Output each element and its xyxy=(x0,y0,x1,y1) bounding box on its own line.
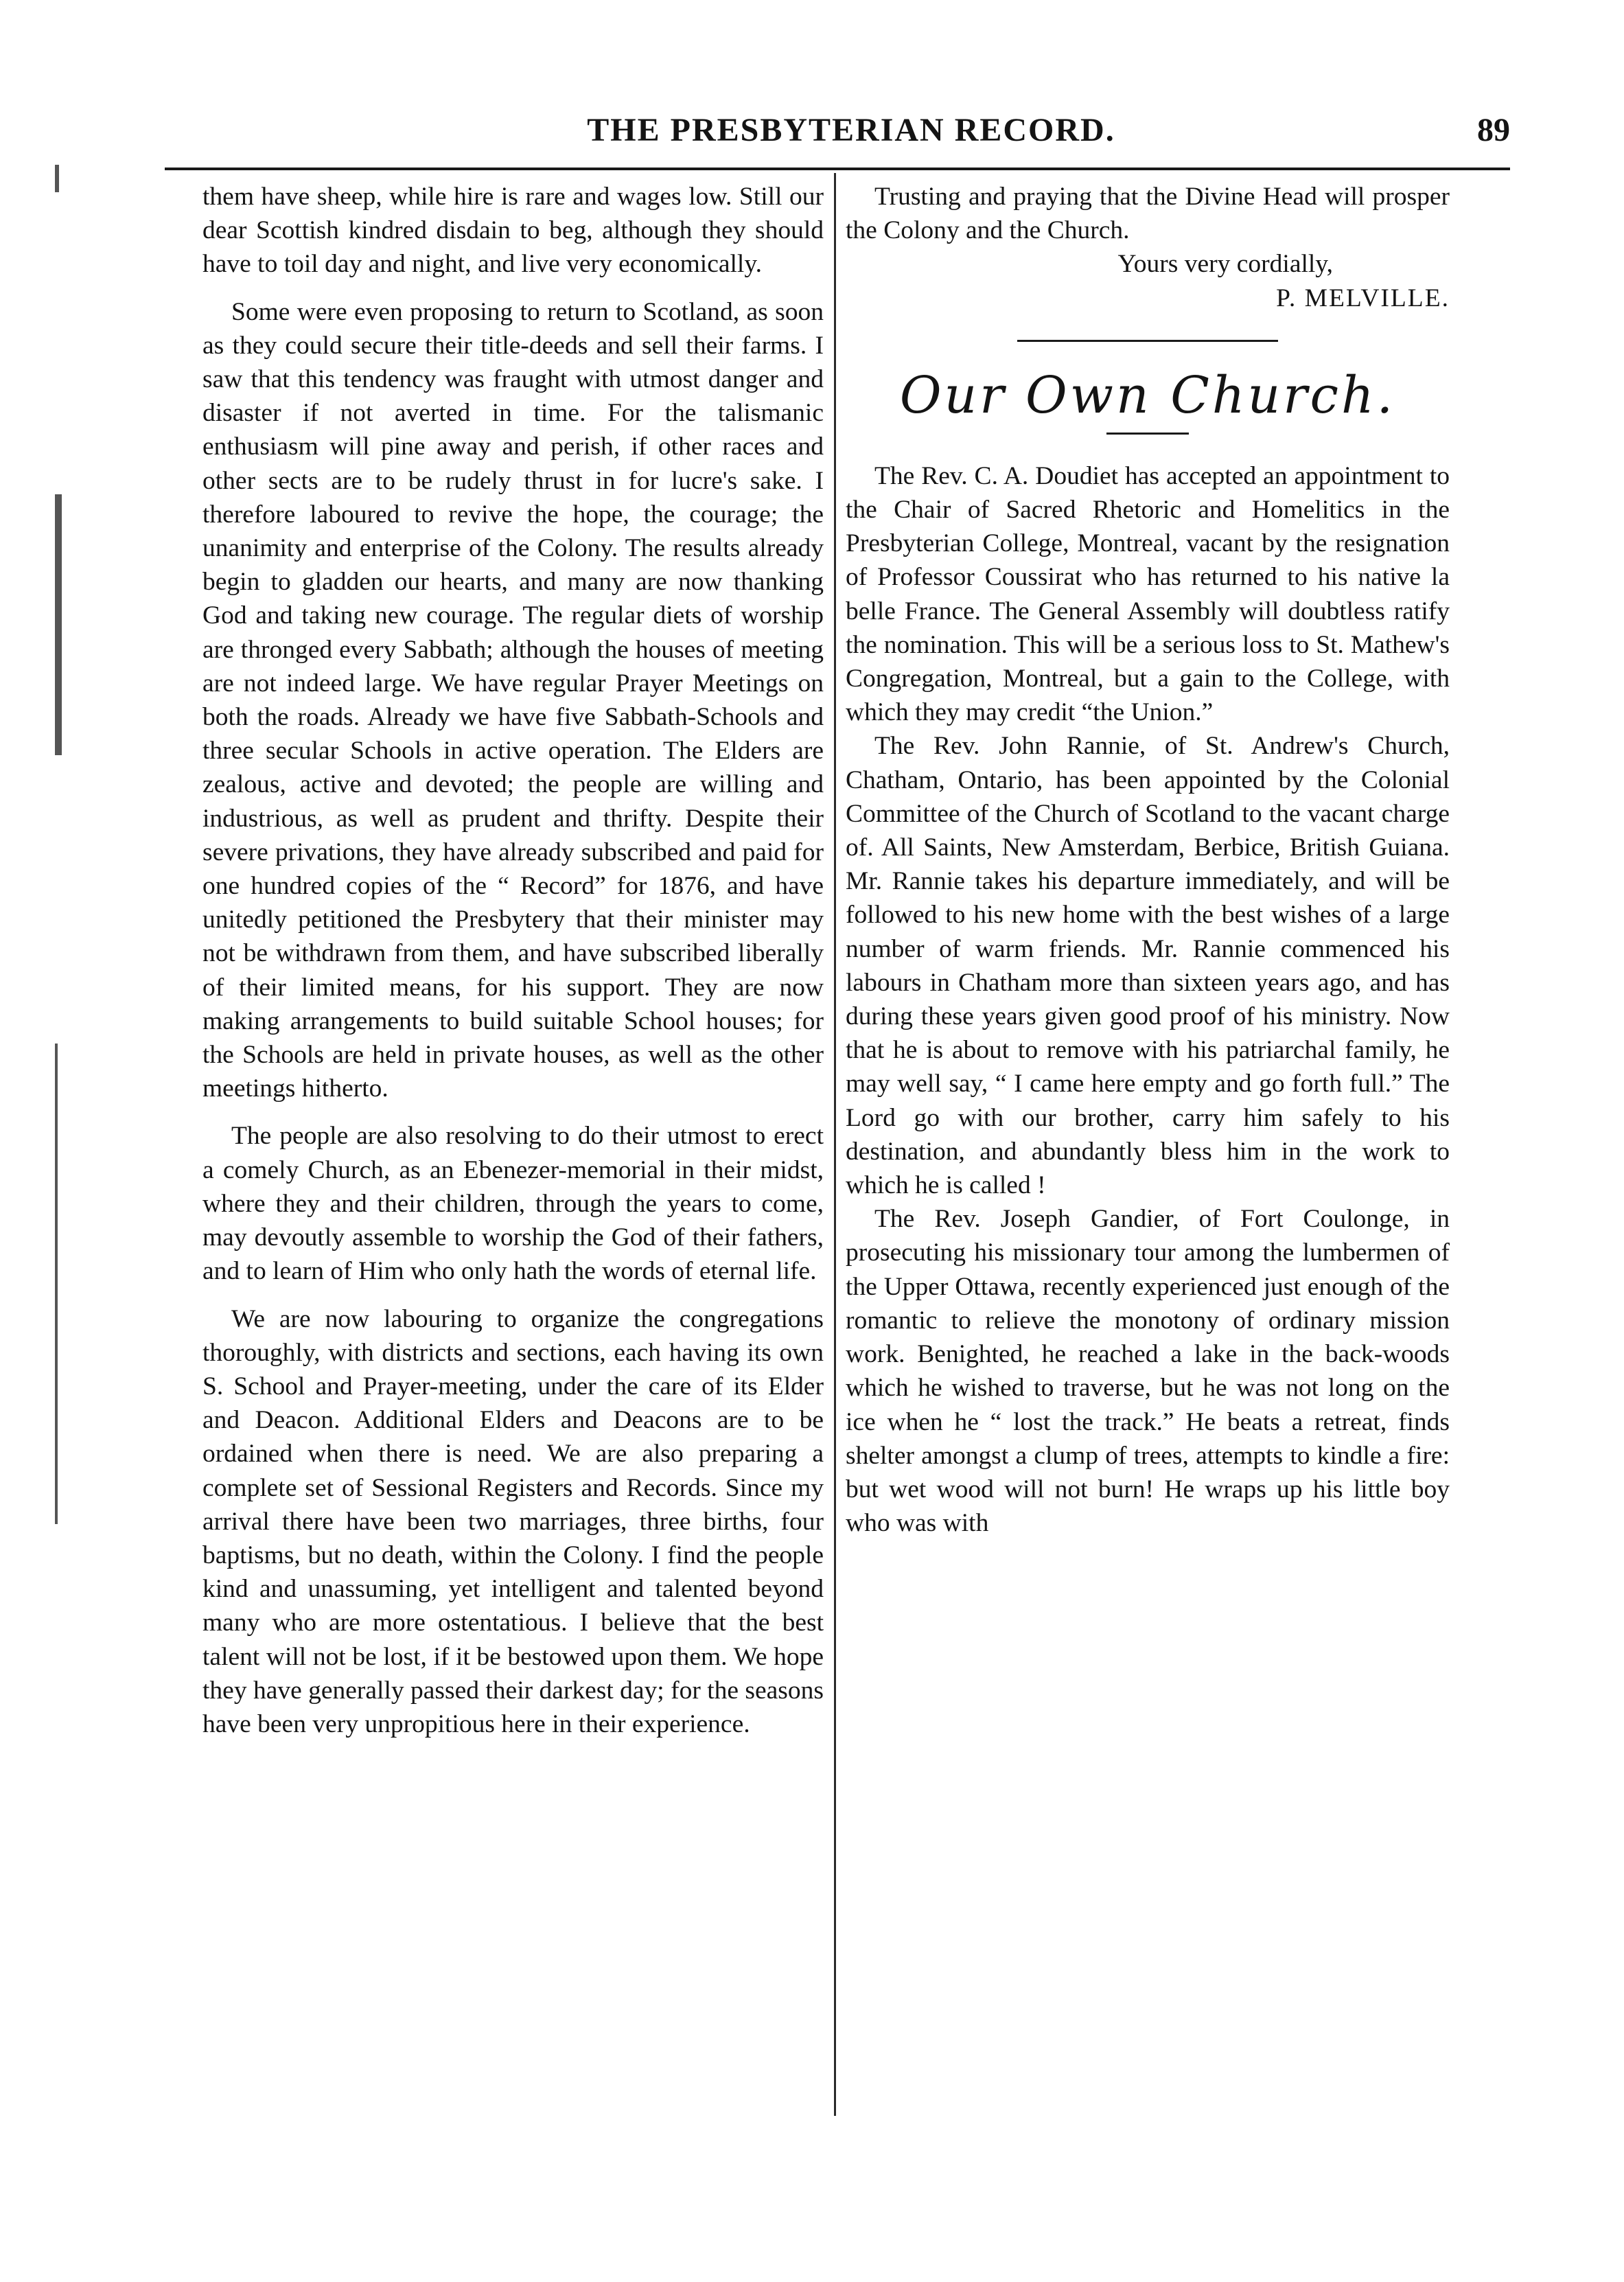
column-divider xyxy=(834,173,836,2116)
valediction: Yours very cordially, xyxy=(1117,250,1333,279)
left-paragraph: The people are also resolving to do their utmost to erect a comely Church, as an Ebenezer-memorial in their midst, where they and their children, through the years to come, may devoutly assemble to worship the God of their fathers, and to learn of Him who only hath the words of eternal life. xyxy=(202,1122,824,1286)
right-column xyxy=(846,180,1450,1540)
page-header xyxy=(199,110,1510,165)
section-title: Our Own Church. xyxy=(899,365,1396,425)
margin-marks xyxy=(41,165,82,851)
left-paragraph: We are now labouring to organize the congregations thoroughly, with districts and sections, each having its own S. School and Prayer-meeting, under the care of its Elder and Deacon. Additional Elders and Deacons are to be ordained when there is need. We are also preparing a complete set of Sessional Registers and Records. Since my arrival there have been two marriages, three births, four baptisms, but no death, within the Colony. I find the people kind and unassuming, yet intelligent and talented beyond many who are more ostentatious. I believe that the best talent will not be lost, if it be bestowed upon them. We hope they have generally passed their darkest day; for the seasons have been very unpropitious here in their experience. xyxy=(202,1304,824,1738)
left-column xyxy=(202,180,824,1741)
letter-close: Trusting and praying that the Divine Head will prosper the Colony and the Church. xyxy=(846,183,1450,245)
page-number: 89 xyxy=(1477,112,1510,148)
running-title: THE PRESBYTERIAN RECORD. xyxy=(587,112,1115,148)
right-paragraph: The Rev. Joseph Gandier, of Fort Coulonge, in prosecuting his missionary tour among the lumbermen of the Upper Ottawa, recently experienced just enough of the romantic to relieve the monotony of ordinary mission work. Benighted, he reached a lake in the back-woods which he wished to traverse, but he was not long on the ice when he “ lost the track.” He beats a retreat, finds shelter amongst a clump of trees, attempts to kindle a fire: but wet wood will not burn! He wraps up his little boy who was with xyxy=(846,1205,1450,1538)
section-rule xyxy=(1017,340,1278,342)
left-paragraph: Some were even proposing to return to Scotland, as soon as they could secure their title-deeds and sell their farms. I saw that this tendency was fraught with utmost danger and disaster if not averted in time. For the talismanic enthusiasm will pine away and perish, if other races and other sects are to be rudely thrust in for lucre's sake. I therefore laboured to revive the hope, the courage; the unanimity and enterprise of the Colony. The results already begin to gladden our hearts, and many are now thanking God and taking new courage. The regular diets of worship are thronged every Sabbath; although the houses of meeting are not indeed large. We have regular Prayer Meetings on both the roads. Already we have five Sabbath-Schools and three secular Schools in active operation. The Elders are zealous, active and devoted; the people are willing and industrious, as well as prudent and thrifty. Despite their severe privations, they have already subscribed and paid for one hundred copies of the “ Record” for 1876, and have unitedly petitioned the Presbytery that their minister may not be withdrawn from them, and have subscribed liberally of their limited means, for his support. They are now making arrangements to build suitable School houses; for the Schools are held in private houses, as well as the other meetings hitherto. xyxy=(202,297,824,1103)
right-paragraph: The Rev. John Rannie, of St. Andrew's Church, Chatham, Ontario, has been appointed by the Colonial Committee of the Church of Scotland to the vacant charge of. All Saints, New Amsterdam, Berbice, British Guiana. Mr. Rannie takes his departure immediately, and will be followed to his new home with the best wishes of a large number of warm friends. Mr. Rannie commenced his labours in Chatham more than sixteen years ago, and has during these years given good proof of his ministry. Now that he is about to remove with his patriarchal family, he may well say, “ I came here empty and go forth full.” The Lord go with our brother, carry him safely to his destination, and abundantly bless him in the work to which he is called ! xyxy=(846,732,1450,1200)
left-paragraph: them have sheep, while hire is rare and wages low. Still our dear Scottish kindred disdain to beg, although they should have to toil day and night, and live very economically. xyxy=(202,183,824,279)
signature: P. MELVILLE. xyxy=(1276,284,1450,312)
right-paragraph: The Rev. C. A. Doudiet has accepted an appointment to the Chair of Sacred Rhetoric and Homelitics in the Presbyterian College, Montreal, vacant by the resignation of Professor Coussirat who has returned to his native la belle France. The General Assembly will doubtless ratify the nomination. This will be a serious loss to St. Mathew's Congregation, Montreal, but a gain to the College, with which they may credit “the Union.” xyxy=(846,461,1450,727)
header-rule xyxy=(165,168,1510,170)
short-rule xyxy=(1106,433,1189,435)
